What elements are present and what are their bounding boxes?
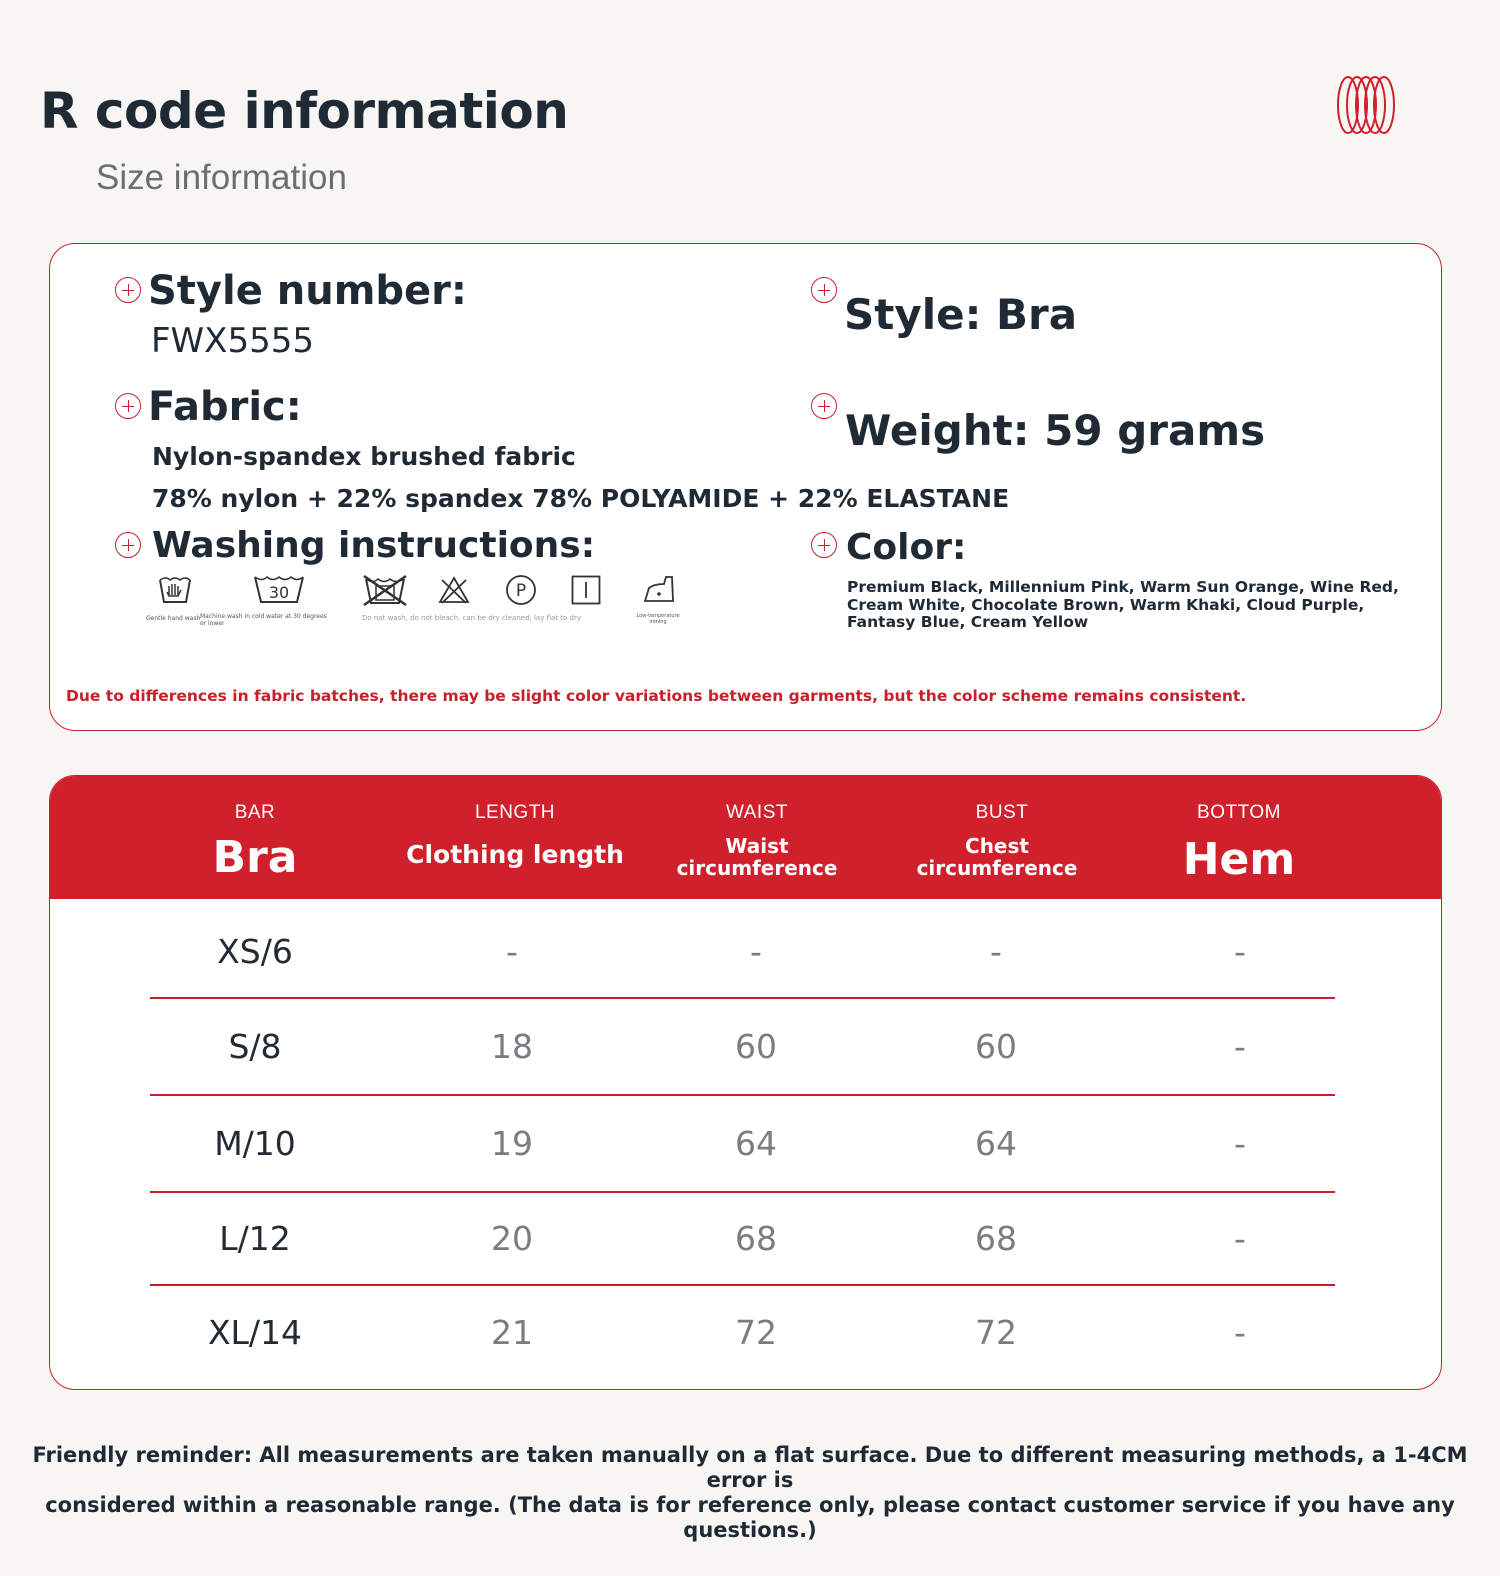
size-cell: L/12 <box>219 1219 291 1258</box>
column-main-label: Waist <box>725 834 789 858</box>
product-info-card <box>49 243 1442 731</box>
plus-icon <box>811 277 837 303</box>
size-cell: XL/14 <box>207 1313 303 1352</box>
length-cell: 20 <box>491 1219 533 1258</box>
dry-clean-icon <box>505 574 537 606</box>
bust-cell: 68 <box>975 1219 1017 1258</box>
column-main-label: Chest <box>965 834 1029 858</box>
color-label: Color: <box>846 527 967 568</box>
color-list: Premium Black, Millennium Pink, Warm Sun Orange, Wine Red, Cream White, Chocolate Brown, Warm Khaki, Cloud Purple, Fantasy Blue, Cream Yellow <box>847 578 1399 631</box>
friendly-reminder <box>0 1443 1500 1543</box>
hem-cell: - <box>1234 1313 1246 1352</box>
do-not-bleach-icon <box>438 576 470 604</box>
column-main-label: circumference <box>676 856 838 880</box>
length-cell: 21 <box>491 1313 533 1352</box>
plus-icon <box>115 393 141 419</box>
table-row <box>150 1286 1335 1379</box>
wash-temp-label: 30 <box>268 583 290 602</box>
style-number-value: FWX5555 <box>151 321 314 361</box>
hand-wash-icon <box>158 574 192 604</box>
waist-cell: 72 <box>735 1313 777 1352</box>
machine-wash-30-icon <box>253 574 305 604</box>
size-cell: S/8 <box>228 1027 282 1066</box>
waist-cell: 64 <box>735 1124 777 1163</box>
machine-wash-caption: Machine wash in cold water at 30 degrees or lower <box>200 613 327 627</box>
size-table <box>49 775 1442 1390</box>
table-row <box>150 1193 1335 1286</box>
hem-cell: - <box>1234 932 1246 971</box>
do-not-wash-icon <box>362 574 408 606</box>
length-cell: 19 <box>491 1124 533 1163</box>
column-length <box>390 776 640 899</box>
column-en-label: WAIST <box>726 802 788 823</box>
reminder-line: Friendly reminder: All measurements are taken manually on a flat surface. Due to different measuring methods, a 1-4CM error is <box>32 1443 1468 1492</box>
brand-rings-icon <box>1336 74 1396 136</box>
plus-icon <box>115 277 141 303</box>
hem-cell: - <box>1234 1027 1246 1066</box>
washing-label: Washing instructions: <box>152 525 596 566</box>
hem-cell: - <box>1234 1219 1246 1258</box>
table-row <box>150 999 1335 1096</box>
low-temp-iron-icon <box>642 574 676 604</box>
column-en-label: LENGTH <box>474 802 556 823</box>
reminder-line: considered within a reasonable range. (The data is for reference only, please contact customer service if you have any questions.) <box>45 1493 1455 1542</box>
waist-cell: 60 <box>735 1027 777 1066</box>
fabric-line1: Nylon-spandex brushed fabric <box>152 442 576 471</box>
bust-cell: 64 <box>975 1124 1017 1163</box>
column-main-label: Bra <box>212 832 298 883</box>
plus-icon <box>811 393 837 419</box>
size-cell: XS/6 <box>217 932 293 971</box>
washing-icons <box>146 574 706 634</box>
column-en-label: BOTTOM <box>1197 802 1281 823</box>
style-label: Style: Bra <box>844 290 1078 339</box>
lay-flat-dry-icon <box>571 575 601 605</box>
weight-label: Weight: 59 grams <box>845 406 1266 455</box>
column-waist <box>657 776 857 899</box>
table-row <box>150 1096 1335 1193</box>
iron-caption: Low-temperature ironing <box>636 613 680 625</box>
dry-caption: Do not wash, do not bleach, can be dry cleaned, lay flat to dry <box>362 614 581 622</box>
column-en-label: BAR <box>234 802 276 823</box>
bust-cell: 72 <box>975 1313 1017 1352</box>
size-table-header <box>50 776 1441 899</box>
hem-cell: - <box>1234 1124 1246 1163</box>
page-subtitle: Size information <box>96 158 347 197</box>
column-bra <box>155 776 355 899</box>
column-main-label: circumference <box>916 856 1078 880</box>
waist-cell: - <box>750 932 762 971</box>
waist-cell: 68 <box>735 1219 777 1258</box>
fabric-line2: 78% nylon + 22% spandex 78% POLYAMIDE + 22% ELASTANE <box>152 484 1010 513</box>
bust-cell: 60 <box>975 1027 1017 1066</box>
column-main-label: Hem <box>1182 834 1296 885</box>
style-number-label: Style number: <box>148 268 467 314</box>
length-cell: 18 <box>491 1027 533 1066</box>
length-cell: - <box>506 932 518 971</box>
column-hem <box>1139 776 1339 899</box>
column-main-label: Clothing length <box>406 840 624 869</box>
table-row <box>150 906 1335 999</box>
column-en-label: BUST <box>975 802 1029 823</box>
hand-wash-caption: Gentle hand wash <box>146 615 201 622</box>
column-bust <box>897 776 1097 899</box>
fabric-label: Fabric: <box>148 384 302 430</box>
plus-icon <box>115 532 141 558</box>
bust-cell: - <box>990 932 1002 971</box>
color-disclaimer: Due to differences in fabric batches, there may be slight color variations between garments, but the color scheme remains consistent. <box>66 687 1247 705</box>
page-title: R code information <box>40 82 569 140</box>
size-cell: M/10 <box>214 1124 296 1163</box>
plus-icon <box>811 532 837 558</box>
dry-clean-letter: P <box>515 581 527 601</box>
